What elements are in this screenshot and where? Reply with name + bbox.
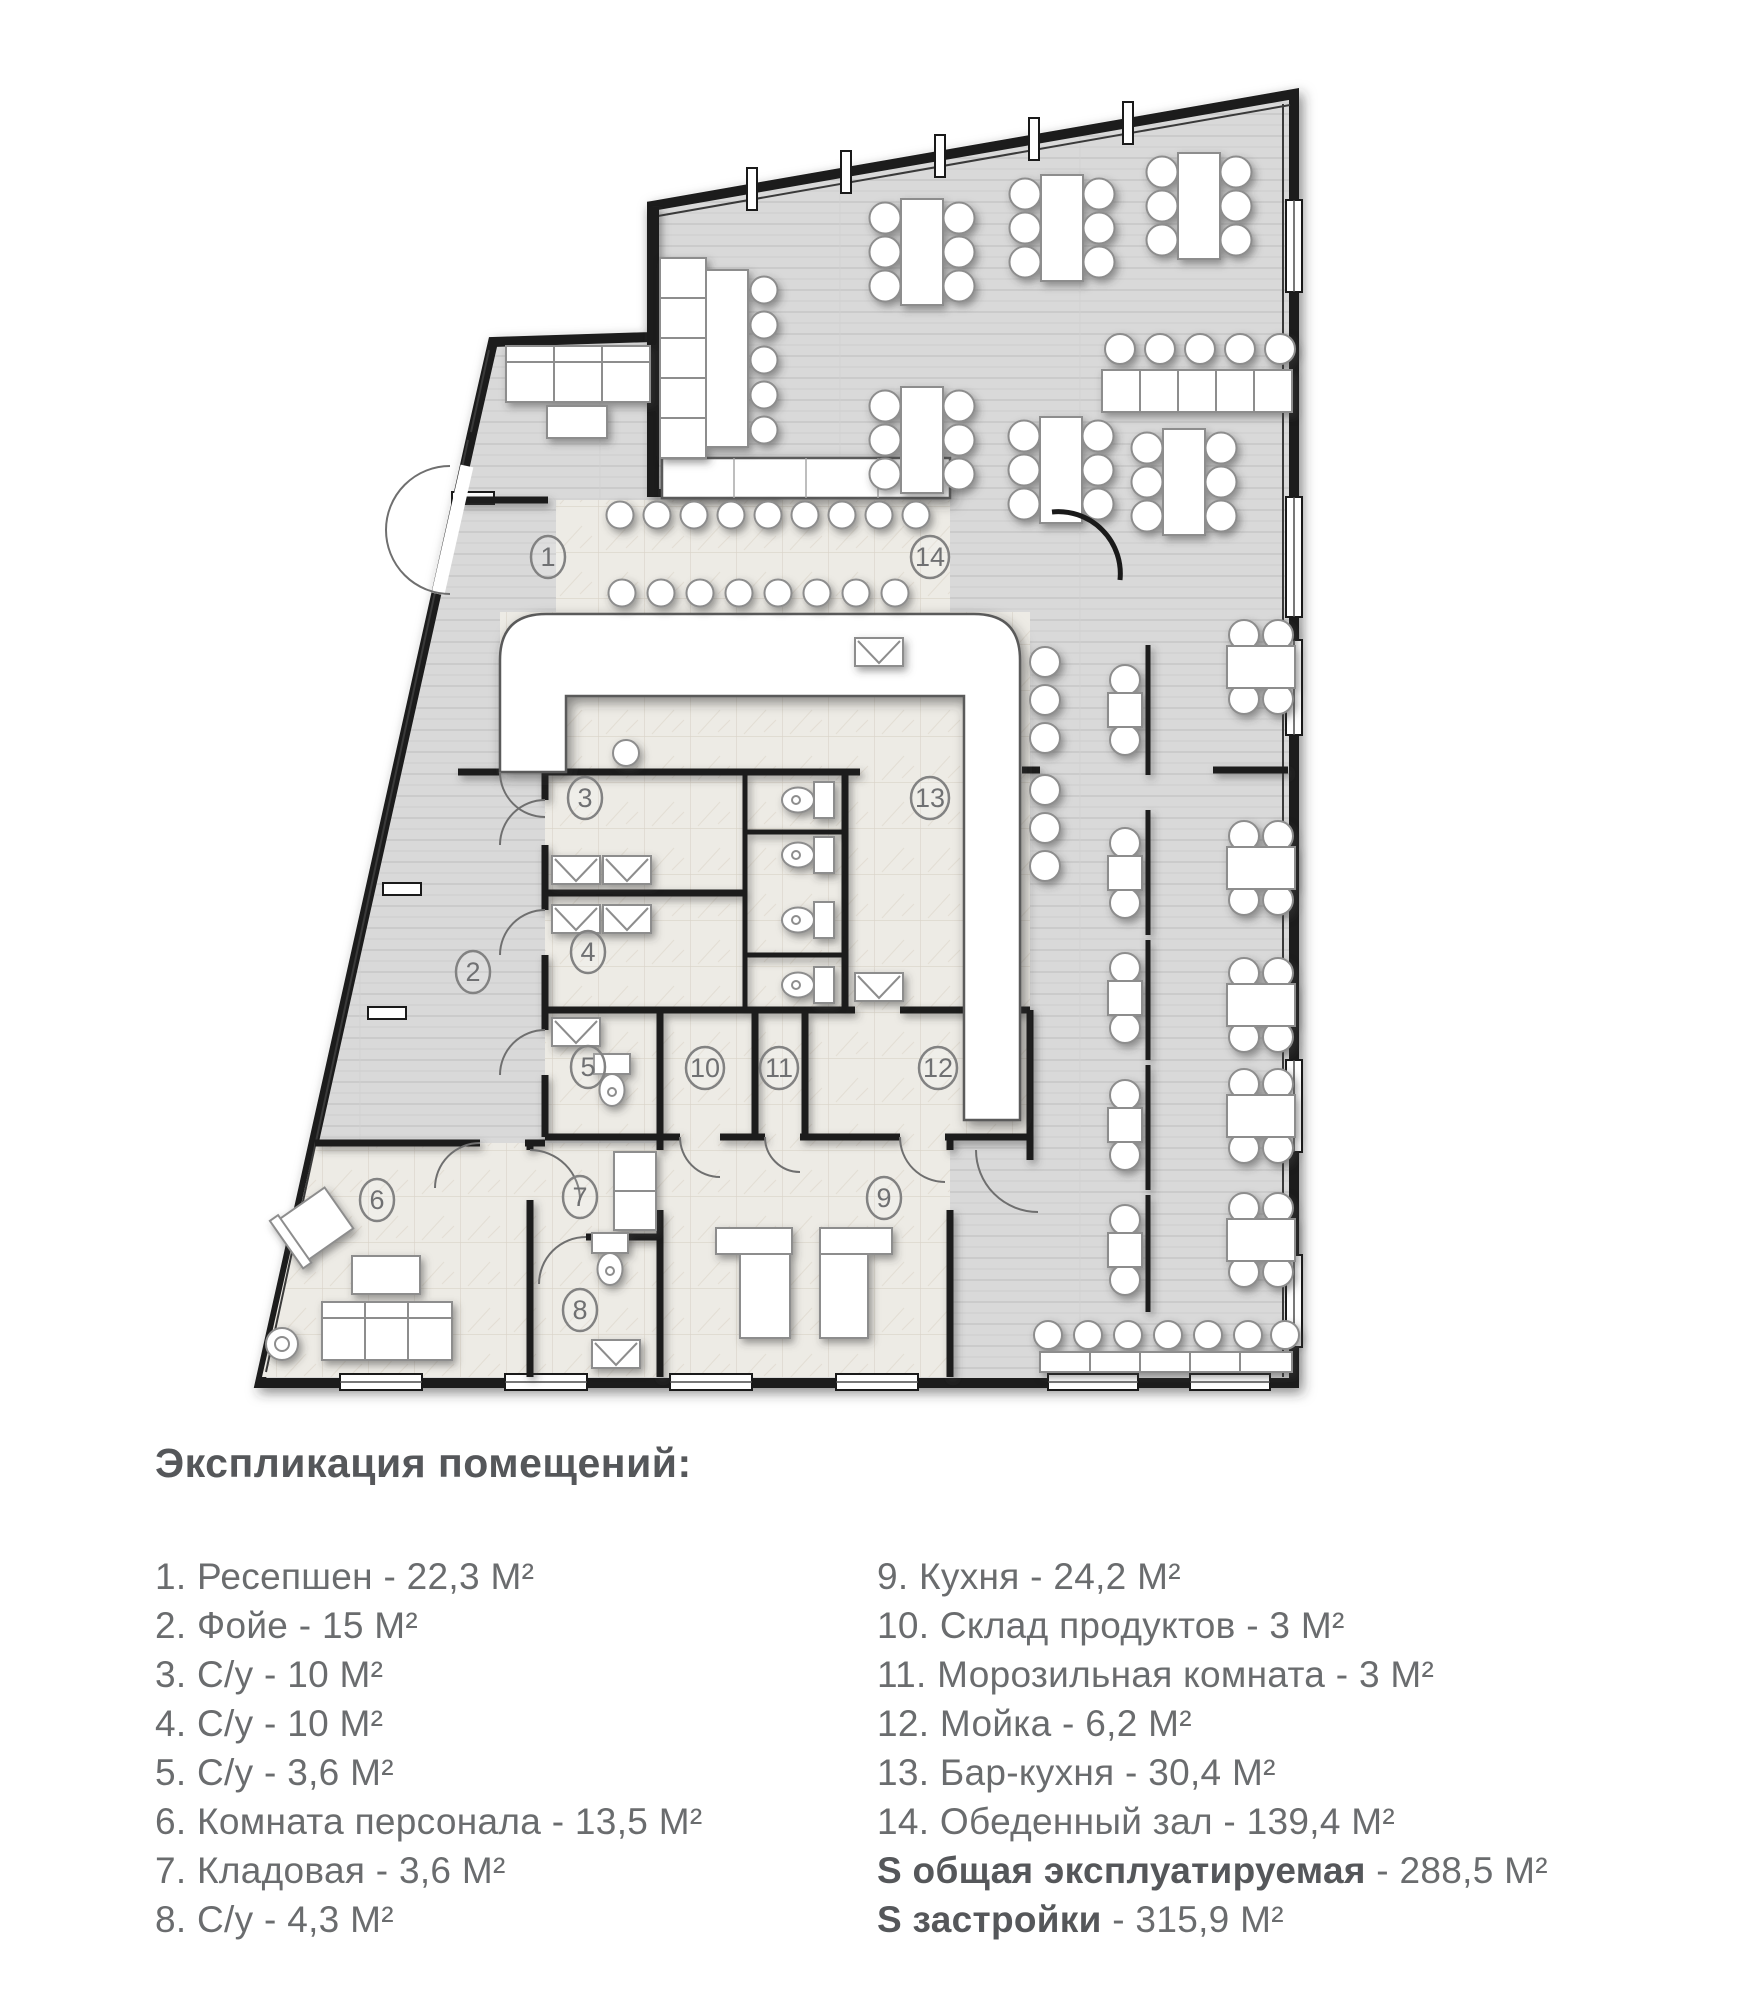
dining-table-6: [1132, 429, 1237, 535]
svg-text:5: 5: [580, 1052, 596, 1082]
dining-table-6: [1009, 417, 1114, 523]
reception-desk: [706, 270, 748, 447]
legend-item: 14. Обеденный зал - 139,4 М²: [877, 1801, 1396, 1842]
legend-item: 5. С/у - 3,6 М²: [155, 1752, 394, 1793]
room-label: [686, 1047, 724, 1089]
sink-cabinet: [552, 856, 600, 884]
svg-text:6: 6: [369, 1185, 385, 1215]
legend-title: Экспликация помещений:: [155, 1440, 692, 1486]
dining-table-6: [870, 387, 975, 493]
sink-cabinet: [603, 856, 651, 884]
room-label: [571, 1046, 605, 1088]
plant-icon: [266, 1328, 298, 1360]
kitchen-unit: [855, 638, 903, 666]
summary-label: S застройки: [877, 1899, 1102, 1940]
staff-table: [352, 1256, 420, 1294]
sink-cabinet: [603, 905, 651, 933]
legend-left-column: [155, 1552, 702, 1944]
window: [340, 1374, 422, 1390]
legend-summary-item: [877, 1895, 1548, 1944]
bar-stool-row: [607, 502, 930, 529]
dining-table-2: [1108, 1205, 1142, 1295]
staff-sofa: [322, 1302, 452, 1360]
room-label: [911, 777, 949, 819]
legend-item: 3. С/у - 10 М²: [155, 1654, 384, 1695]
room-label: [919, 1047, 957, 1089]
room-label: [911, 536, 949, 578]
window: [670, 1374, 752, 1390]
svg-text:12: 12: [922, 1053, 954, 1083]
legend-item: 13. Бар-кухня - 30,4 М²: [877, 1752, 1276, 1793]
svg-text:7: 7: [572, 1182, 588, 1212]
window: [1048, 1374, 1138, 1390]
reception-cabinet: [660, 258, 706, 458]
room-label: [563, 1176, 597, 1218]
window: [836, 1374, 918, 1390]
svg-text:2: 2: [465, 957, 481, 987]
window: [505, 1374, 587, 1390]
svg-text:13: 13: [914, 783, 946, 813]
summary-value: - 315,9 М²: [1101, 1899, 1284, 1940]
svg-text:1: 1: [540, 542, 556, 572]
legend-item: 1. Ресепшен - 22,3 М²: [155, 1556, 535, 1597]
legend-item: 7. Кладовая - 3,6 М²: [155, 1850, 506, 1891]
svg-text:14: 14: [914, 542, 946, 572]
window: [1286, 200, 1302, 292]
legend-item: 6. Комната персонала - 13,5 М²: [155, 1801, 703, 1842]
sink-cabinet: [552, 1018, 600, 1046]
sink-icon: [613, 740, 639, 766]
svg-text:4: 4: [580, 937, 596, 967]
svg-text:11: 11: [764, 1053, 794, 1083]
room-label: [563, 1289, 597, 1331]
dining-table-6: [1147, 153, 1252, 259]
banquette-top-right: [1102, 334, 1295, 412]
window-sill: [383, 883, 421, 895]
legend-item: 4. С/у - 10 М²: [155, 1703, 384, 1744]
svg-text:9: 9: [876, 1183, 892, 1213]
entrance-door-arc: [386, 466, 450, 530]
legend-item: 11. Морозильная комната - 3 М²: [877, 1654, 1435, 1695]
svg-text:10: 10: [689, 1053, 721, 1083]
dining-table-6: [870, 199, 975, 305]
legend-item: 10. Склад продуктов - 3 М²: [877, 1605, 1345, 1646]
legend-right-column: [877, 1552, 1548, 1944]
room-label: [867, 1177, 901, 1219]
legend-summary-item: [877, 1846, 1548, 1895]
room-label: [568, 777, 602, 819]
legend-item: 8. С/у - 4,3 М²: [155, 1899, 394, 1940]
summary-label: S общая эксплуатируемая: [877, 1850, 1366, 1891]
room-label: [531, 536, 565, 578]
window: [1286, 497, 1302, 617]
legend-item: 12. Мойка - 6,2 М²: [877, 1703, 1192, 1744]
sink-cabinet: [552, 905, 600, 933]
dining-table-6: [1010, 175, 1115, 281]
summary-value: - 288,5 М²: [1365, 1850, 1548, 1891]
dining-table-2: [1108, 953, 1142, 1043]
svg-text:8: 8: [572, 1295, 588, 1325]
storage-shelf: [614, 1152, 656, 1230]
kitchen-unit: [855, 973, 903, 1001]
dining-table-2: [1108, 1080, 1142, 1170]
room-label: [760, 1047, 798, 1089]
dining-table-2: [1108, 828, 1142, 918]
window: [1190, 1374, 1270, 1390]
svg-text:3: 3: [577, 783, 593, 813]
coffee-table: [547, 406, 607, 438]
legend-item: 2. Фойе - 15 М²: [155, 1605, 419, 1646]
room-label: [571, 931, 605, 973]
room-label: [456, 951, 490, 993]
dining-table-2: [1108, 665, 1142, 755]
sofa: [506, 346, 650, 402]
room-label: [360, 1179, 394, 1221]
window-sill: [368, 1007, 406, 1019]
sink-cabinet: [592, 1340, 640, 1368]
legend-item: 9. Кухня - 24,2 М²: [877, 1556, 1181, 1597]
